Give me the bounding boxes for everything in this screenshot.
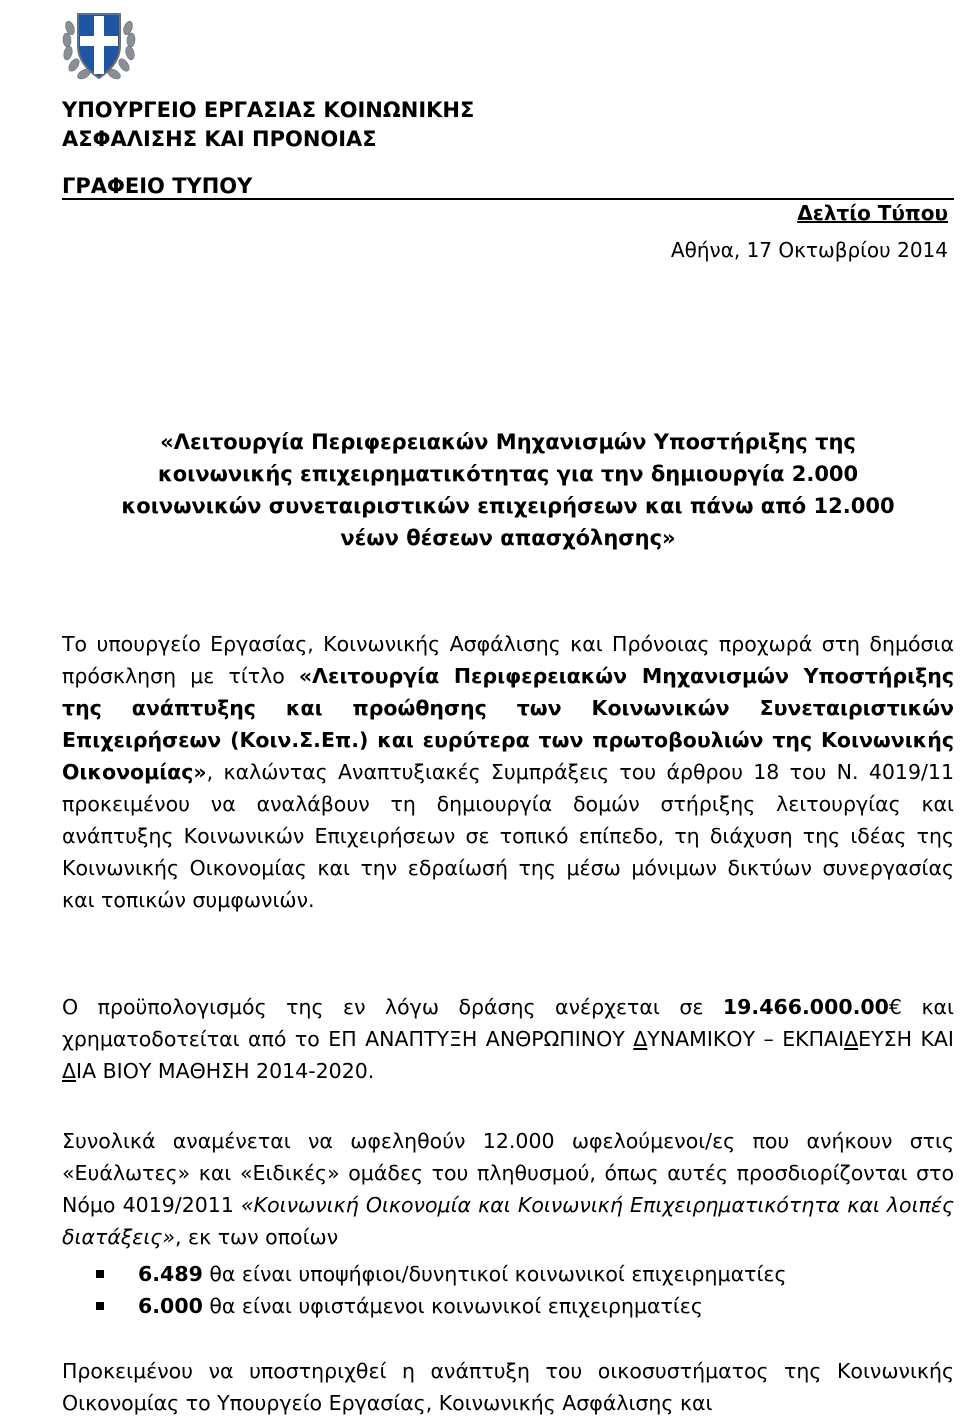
paragraph-2-budget <box>62 991 954 1087</box>
list-item <box>96 1258 954 1290</box>
square-bullet-icon <box>96 1302 104 1310</box>
ministry-line-2: ΑΣΦΑΛΙΣΗΣ ΚΑΙ ΠΡΟΝΟΙΑΣ <box>62 127 377 151</box>
bullet-text: θα είναι υποψήφιοι/δυνητικοί κοινωνικοί επιχειρηματίες <box>202 1262 787 1286</box>
p2-text-h: ΙΑ ΒΙΟΥ ΜΑΘΗΣΗ 2014-2020. <box>76 1059 375 1083</box>
press-release-label: Δελτίο Τύπου <box>797 201 948 225</box>
beneficiaries-list <box>96 1258 954 1322</box>
paragraph-4 <box>62 1355 954 1419</box>
paragraph-3-beneficiaries <box>62 1125 954 1253</box>
ministry-line-1: ΥΠΟΥΡΓΕΙΟ ΕΡΓΑΣΙΑΣ ΚΟΙΝΩΝΙΚΗΣ <box>62 98 475 122</box>
p4-text-a: Προκειμένου να υποστηριχθεί η ανάπτυξη του οικοσυστήματος της Κοινωνικής Οικονομίας το Υπουργείο Εργασίας, Κοινωνικής Ασφάλισης και <box>62 1359 954 1415</box>
bullet-number: 6.489 <box>138 1262 203 1286</box>
list-item <box>96 1290 954 1322</box>
p2-text-b: € και χρηματοδοτείται από το ΕΠ ΑΝΑΠΤΥΞΗ ΑΝΘΡΩΠΙΝΟΥ <box>62 995 954 1051</box>
title-line-2: κοινωνικής επιχειρηματικότητας για την δημιουργία 2.000 <box>157 462 859 486</box>
p2-text-e: Δ <box>844 1027 859 1051</box>
p2-text-a: Ο προϋπολογισμός της εν λόγω δράσης ανέρχεται σε <box>62 995 723 1019</box>
p3-text-c: , εκ των οποίων <box>174 1225 339 1249</box>
p3-law-title: «Κοινωνική Οικονομία και Κοινωνική Επιχειρηματικότητα και λοιπές διατάξεις» <box>62 1193 954 1249</box>
press-office-label: ΓΡΑΦΕΙΟ ΤΥΠΟΥ <box>62 174 253 198</box>
budget-amount: 19.466.000.00 <box>722 995 889 1019</box>
title-line-3: κοινωνικών συνεταιριστικών επιχειρήσεων και πάνω από 12.000 <box>121 494 895 518</box>
paragraph-1 <box>62 628 954 916</box>
p2-text-c: Δ <box>633 1027 648 1051</box>
p1-text-a: Το υπουργείο Εργασίας, Κοινωνικής Ασφάλισης και Πρόνοιας προχωρά στη δημόσια πρόσκληση με τίτλο <box>62 632 954 688</box>
p1-call-title: «Λειτουργία Περιφερειακών Μηχανισμών Υποστήριξης της ανάπτυξης και προώθησης των Κοινωνικών Συνεταιριστικών Επιχειρήσεων (Κοιν.Σ.Επ.) και ευρύτερα των πρωτοβουλιών της Κοινωνικής Οικονομίας» <box>62 664 954 784</box>
title-line-4: νέων θέσεων απασχόλησης» <box>340 526 676 550</box>
title-line-1: «Λειτουργία Περιφερειακών Μηχανισμών Υποστήριξης της <box>160 430 856 454</box>
bullet-text: θα είναι υφιστάμενοι κοινωνικοί επιχειρηματίες <box>202 1294 703 1318</box>
p1-text-c: , καλώντας Αναπτυξιακές Συμπράξεις του άρθρου 18 του Ν. 4019/11 προκειμένου να αναλάβουν τη δημιουργία δομών στήριξης λειτουργίας και ανάπτυξης Κοινωνικών Επιχειρήσεων σε τοπικό επίπεδο, τη διάχυση της ιδέας της Κοινωνικής Οικονομίας και την εδραίωσή της μέσω μόνιμων δικτύων συνεργασίας και τοπικών συμφωνιών. <box>62 760 954 912</box>
greek-coat-of-arms-icon <box>60 6 138 86</box>
p2-text-d: ΥΝΑΜΙΚΟΥ – ΕΚΠΑΙ <box>647 1027 845 1051</box>
ministry-name <box>62 96 474 154</box>
p2-text-f: ΕΥΣΗ ΚΑΙ <box>858 1027 954 1051</box>
square-bullet-icon <box>96 1270 104 1278</box>
p3-text-a: Συνολικά αναμένεται να ωφεληθούν 12.000 ωφελούμενοι/ες που ανήκουν στις «Ευάλωτες» και «Ειδικές» ομάδες του πληθυσμού, όπως αυτές προσδιορίζονται στο Νόμο 4019/2011 <box>62 1129 954 1217</box>
dateline: Αθήνα, 17 Οκτωβρίου 2014 <box>670 238 948 262</box>
press-release-title <box>62 426 954 554</box>
header-divider <box>62 198 954 200</box>
bullet-number: 6.000 <box>138 1294 203 1318</box>
p2-text-g: Δ <box>62 1059 77 1083</box>
